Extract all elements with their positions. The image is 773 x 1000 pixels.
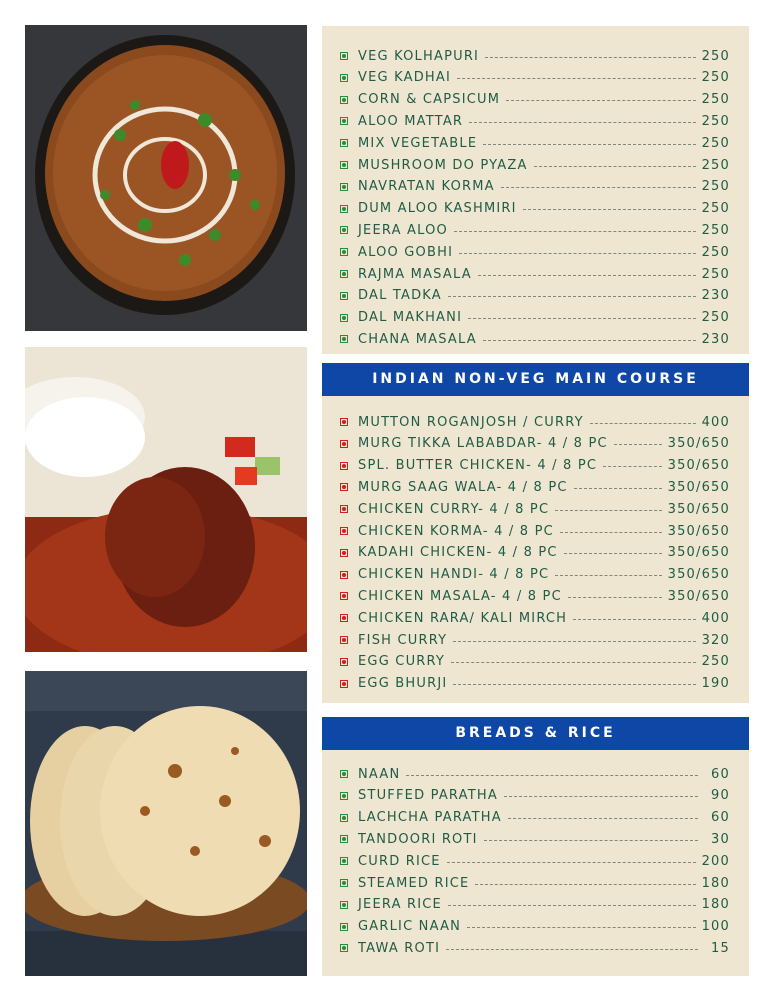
dotted-leader	[564, 553, 662, 554]
dotted-leader	[453, 684, 695, 685]
menu-item	[340, 134, 730, 152]
menu-item-price: 250	[701, 157, 730, 173]
dotted-leader	[468, 318, 695, 319]
menu-item	[340, 500, 730, 518]
menu-item-name: MIX VEGETABLE	[358, 135, 478, 151]
menu-item-price: 60	[711, 766, 730, 782]
menu-item-name: DUM ALOO KASHMIRI	[358, 201, 517, 217]
dotted-leader	[555, 575, 661, 576]
veg-bullet-icon	[340, 879, 348, 887]
menu-item	[340, 309, 730, 327]
dotted-leader	[453, 641, 695, 642]
menu-item	[340, 69, 730, 87]
menu-item-name: ALOO GOBHI	[358, 244, 454, 260]
menu-item	[340, 243, 730, 261]
menu-item-price: 15	[711, 940, 730, 956]
dotted-leader	[448, 905, 696, 906]
menu-item	[340, 675, 730, 693]
menu-item	[340, 918, 730, 936]
dotted-leader	[603, 466, 661, 467]
menu-item-price: 350/650	[667, 458, 730, 474]
menu-item-price: 60	[711, 810, 730, 826]
menu-item-name: CHICKEN RARA/ KALI MIRCH	[358, 610, 568, 626]
breads-section-title: BREADS & RICE	[322, 717, 749, 750]
menu-item	[340, 765, 730, 783]
veg-bullet-icon	[340, 52, 348, 60]
dal-makhani-photo	[25, 25, 307, 331]
nonveg-bullet-icon	[340, 440, 348, 448]
menu-item	[340, 522, 730, 540]
menu-item	[340, 653, 730, 671]
menu-item	[340, 478, 730, 496]
chicken-curry-photo	[25, 347, 307, 652]
menu-item	[340, 200, 730, 218]
dotted-leader	[448, 296, 696, 297]
dotted-leader	[508, 818, 698, 819]
veg-bullet-icon	[340, 335, 348, 343]
menu-item-name: EGG CURRY	[358, 654, 446, 670]
menu-item	[340, 265, 730, 283]
menu-item-name: EGG BHURJI	[358, 676, 448, 692]
dotted-leader	[614, 444, 662, 445]
menu-item-name: FISH CURRY	[358, 632, 448, 648]
dotted-leader	[501, 187, 696, 188]
menu-item-name: DAL TADKA	[358, 288, 442, 304]
menu-item-price: 230	[701, 288, 730, 304]
menu-item-price: 400	[701, 414, 730, 430]
menu-item	[340, 287, 730, 305]
dotted-leader	[484, 840, 698, 841]
menu-item-name: SPL. BUTTER CHICKEN- 4 / 8 PC	[358, 458, 598, 474]
menu-item-price: 400	[701, 610, 730, 626]
menu-item-name: CURD RICE	[358, 853, 441, 869]
veg-bullet-icon	[340, 139, 348, 147]
menu-item-name: TAWA ROTI	[358, 940, 441, 956]
menu-item-name: MURG SAAG WALA- 4 / 8 PC	[358, 479, 568, 495]
menu-item-price: 250	[701, 654, 730, 670]
menu-item-price: 250	[701, 179, 730, 195]
menu-item	[340, 544, 730, 562]
menu-item-price: 190	[701, 676, 730, 692]
veg-bullet-icon	[340, 792, 348, 800]
dotted-leader	[451, 662, 696, 663]
veg-bullet-icon	[340, 944, 348, 952]
dotted-leader	[485, 57, 695, 58]
nonveg-bullet-icon	[340, 571, 348, 579]
nonveg-bullet-icon	[340, 636, 348, 644]
nonveg-bullet-icon	[340, 658, 348, 666]
menu-item-price: 230	[701, 331, 730, 347]
nonveg-bullet-icon	[340, 680, 348, 688]
veg-bullet-icon	[340, 814, 348, 822]
veg-bullet-icon	[340, 205, 348, 213]
dotted-leader	[469, 122, 695, 123]
veg-bullet-icon	[340, 183, 348, 191]
menu-item-name: JEERA ALOO	[358, 222, 448, 238]
nonveg-bullet-icon	[340, 614, 348, 622]
menu-item-price: 350/650	[667, 479, 730, 495]
menu-item	[340, 178, 730, 196]
nonveg-bullet-icon	[340, 462, 348, 470]
dotted-leader	[560, 532, 662, 533]
menu-item-name: CHICKEN MASALA- 4 / 8 PC	[358, 588, 562, 604]
menu-item-name: ALOO MATTAR	[358, 113, 464, 129]
dotted-leader	[574, 488, 662, 489]
menu-item-price: 350/650	[667, 523, 730, 539]
menu-item-price: 180	[701, 875, 730, 891]
dotted-leader	[555, 510, 661, 511]
dotted-leader	[590, 423, 696, 424]
nonveg-bullet-icon	[340, 527, 348, 535]
menu-item-price: 90	[711, 788, 730, 804]
dotted-leader	[568, 597, 662, 598]
dotted-leader	[406, 775, 698, 776]
dotted-leader	[475, 884, 695, 885]
menu-item-name: MUTTON ROGANJOSH / CURRY	[358, 414, 584, 430]
menu-item	[340, 852, 730, 870]
menu-item-price: 100	[701, 919, 730, 935]
dotted-leader	[457, 78, 696, 79]
menu-item-price: 350/650	[667, 436, 730, 452]
menu-item-name: GARLIC NAAN	[358, 919, 462, 935]
menu-item	[340, 91, 730, 109]
menu-item-name: LACHCHA PARATHA	[358, 810, 502, 826]
menu-item	[340, 587, 730, 605]
naan-basket-photo	[25, 671, 307, 976]
veg-bullet-icon	[340, 314, 348, 322]
menu-item-name: CHICKEN KORMA- 4 / 8 PC	[358, 523, 554, 539]
dotted-leader	[454, 231, 696, 232]
menu-item	[340, 809, 730, 827]
veg-bullet-icon	[340, 292, 348, 300]
dotted-leader	[523, 209, 696, 210]
menu-item-price: 350/650	[667, 501, 730, 517]
menu-item-price: 250	[701, 201, 730, 217]
dotted-leader	[467, 927, 695, 928]
dotted-leader	[483, 340, 696, 341]
menu-item-price: 350/650	[667, 588, 730, 604]
menu-item-name: CORN & CAPSICUM	[358, 92, 501, 108]
veg-bullet-icon	[340, 923, 348, 931]
veg-bullet-icon	[340, 770, 348, 778]
menu-item	[340, 156, 730, 174]
nonveg-bullet-icon	[340, 549, 348, 557]
menu-item-name: JEERA RICE	[358, 897, 442, 913]
menu-item-name: TANDOORI ROTI	[358, 831, 478, 847]
veg-bullet-icon	[340, 901, 348, 909]
dotted-leader	[534, 166, 696, 167]
menu-item-price: 200	[701, 853, 730, 869]
menu-item	[340, 631, 730, 649]
menu-item-price: 30	[711, 831, 730, 847]
menu-item-price: 320	[701, 632, 730, 648]
menu-item-name: MURG TIKKA LABABDAR- 4 / 8 PC	[358, 436, 608, 452]
menu-item-name: NAVRATAN KORMA	[358, 179, 495, 195]
menu-item-name: DAL MAKHANI	[358, 310, 463, 326]
menu-item-name: MUSHROOM DO PYAZA	[358, 157, 528, 173]
menu-item-name: CHICKEN HANDI- 4 / 8 PC	[358, 567, 550, 583]
veg-bullet-icon	[340, 117, 348, 125]
dotted-leader	[459, 253, 695, 254]
nonveg-bullet-icon	[340, 505, 348, 513]
menu-item-name: VEG KADHAI	[358, 70, 452, 86]
menu-item	[340, 830, 730, 848]
menu-item-price: 250	[701, 113, 730, 129]
veg-bullet-icon	[340, 226, 348, 234]
menu-item-price: 250	[701, 266, 730, 282]
veg-bullet-icon	[340, 96, 348, 104]
dotted-leader	[573, 619, 695, 620]
menu-item	[340, 457, 730, 475]
menu-item	[340, 896, 730, 914]
veg-bullet-icon	[340, 857, 348, 865]
nonveg-bullet-icon	[340, 592, 348, 600]
dotted-leader	[478, 275, 696, 276]
menu-item-name: NAAN	[358, 766, 401, 782]
menu-item-price: 250	[701, 135, 730, 151]
menu-item-name: KADAHI CHICKEN- 4 / 8 PC	[358, 545, 558, 561]
menu-item-price: 250	[701, 222, 730, 238]
menu-item	[340, 435, 730, 453]
dotted-leader	[483, 144, 695, 145]
menu-item-name: CHICKEN CURRY- 4 / 8 PC	[358, 501, 550, 517]
menu-item	[340, 112, 730, 130]
menu-item-price: 180	[701, 897, 730, 913]
menu-item	[340, 47, 730, 65]
menu-item-price: 250	[701, 244, 730, 260]
menu-item-name: CHANA MASALA	[358, 331, 477, 347]
dotted-leader	[447, 862, 696, 863]
veg-bullet-icon	[340, 248, 348, 256]
nonveg-section-title: INDIAN NON-VEG MAIN COURSE	[322, 363, 749, 396]
menu-item-price: 250	[701, 48, 730, 64]
menu-item-price: 250	[701, 92, 730, 108]
menu-item	[340, 221, 730, 239]
menu-item	[340, 566, 730, 584]
menu-item	[340, 609, 730, 627]
menu-item-name: STUFFED PARATHA	[358, 788, 498, 804]
dotted-leader	[506, 100, 695, 101]
nonveg-bullet-icon	[340, 418, 348, 426]
menu-item	[340, 787, 730, 805]
dotted-leader	[446, 949, 698, 950]
menu-item	[340, 413, 730, 431]
veg-bullet-icon	[340, 161, 348, 169]
menu-item-name: STEAMED RICE	[358, 875, 470, 891]
menu-item-name: VEG KOLHAPURI	[358, 48, 480, 64]
veg-bullet-icon	[340, 74, 348, 82]
menu-item	[340, 330, 730, 348]
menu-item-name: RAJMA MASALA	[358, 266, 472, 282]
menu-item-price: 350/650	[667, 545, 730, 561]
menu-item-price: 250	[701, 310, 730, 326]
menu-item-price: 250	[701, 70, 730, 86]
veg-bullet-icon	[340, 270, 348, 278]
menu-item	[340, 939, 730, 957]
veg-bullet-icon	[340, 835, 348, 843]
nonveg-bullet-icon	[340, 483, 348, 491]
menu-item	[340, 874, 730, 892]
dotted-leader	[504, 796, 698, 797]
menu-item-price: 350/650	[667, 567, 730, 583]
